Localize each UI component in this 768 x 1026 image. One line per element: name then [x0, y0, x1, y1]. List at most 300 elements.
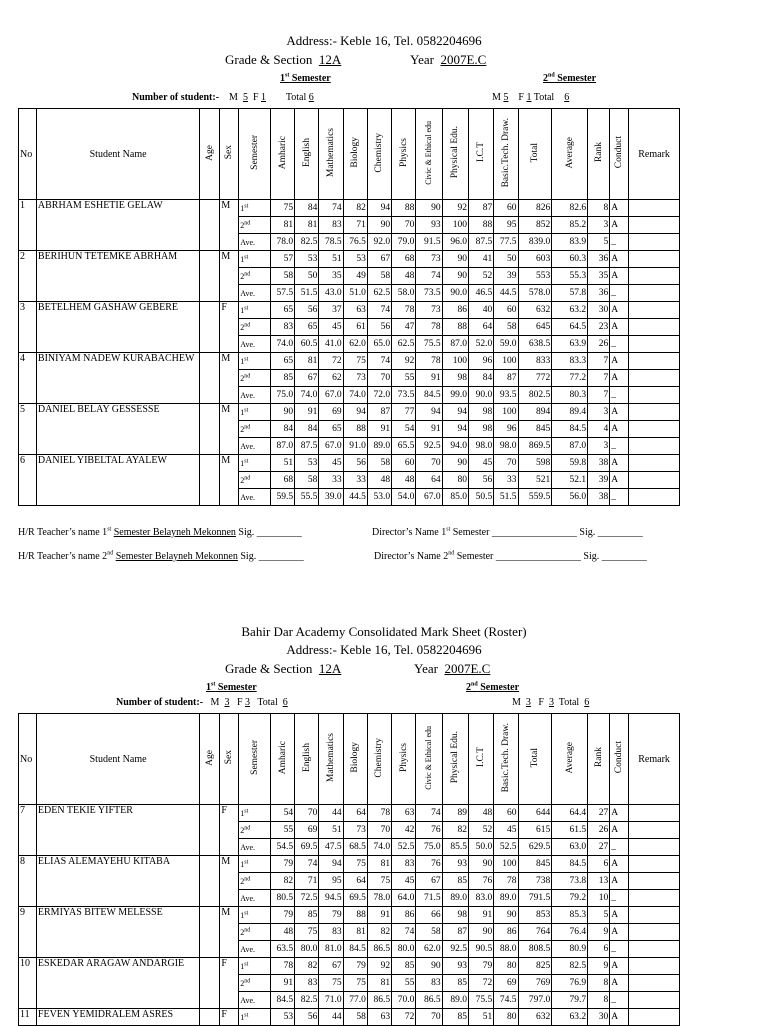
- col-tech-draw: Basic.Tech. Draw.: [494, 109, 518, 200]
- tech-draw-mark-cell: 89.0: [494, 890, 518, 907]
- semester-sup: st: [244, 807, 249, 814]
- semester-sup: st: [244, 909, 249, 916]
- remark-cell: [629, 839, 680, 856]
- col-civic: Civic & Ethical edu: [416, 109, 442, 200]
- remark-cell: [629, 1009, 680, 1026]
- english-mark-cell: 53: [295, 251, 319, 268]
- average-cell: 80.3: [552, 387, 588, 404]
- semester-sup: st: [244, 1011, 249, 1018]
- conduct-cell: A: [610, 805, 629, 822]
- tech-draw-mark-cell: 100: [494, 856, 518, 873]
- col-no: No: [19, 109, 37, 200]
- sheet2-address: Address:- Keble 16, Tel. 0582204696: [286, 642, 482, 657]
- total-cell: 553: [518, 268, 552, 285]
- student-sex-cell: M: [220, 856, 239, 907]
- amharic-mark-cell: 79: [270, 907, 294, 924]
- average-cell: 60.3: [552, 251, 588, 268]
- rank-cell: 9: [588, 924, 610, 941]
- english-mark-cell: 70: [295, 805, 319, 822]
- civic-mark-cell: 70: [416, 455, 442, 472]
- rank-cell: 5: [588, 907, 610, 924]
- amharic-mark-cell: 65: [270, 353, 294, 370]
- rank-cell: 3: [588, 438, 610, 455]
- tech-draw-mark-cell: 51.5: [494, 489, 518, 506]
- total-cell: 845: [518, 856, 552, 873]
- total-cell: 764: [518, 924, 552, 941]
- civic-mark-cell: 67: [416, 873, 442, 890]
- total-cell: 559.5: [518, 489, 552, 506]
- conduct-cell: _: [610, 285, 629, 302]
- rank-cell: 35: [588, 268, 610, 285]
- amharic-mark-cell: 74.0: [270, 336, 294, 353]
- ict-mark-cell: 88: [469, 217, 494, 234]
- tech-draw-mark-cell: 69: [494, 975, 518, 992]
- sheet2-year-value: 2007E.C: [444, 661, 491, 676]
- conduct-cell: A: [610, 200, 629, 217]
- english-mark-cell: 55.5: [295, 489, 319, 506]
- semester-sup: nd: [244, 926, 251, 933]
- physical-edu-mark-cell: 93: [442, 856, 468, 873]
- rank-cell: 30: [588, 1009, 610, 1026]
- english-mark-cell: 81: [295, 353, 319, 370]
- physical-edu-mark-cell: 92.5: [442, 941, 468, 958]
- semester-cell: [239, 873, 271, 890]
- student-age-cell: [200, 805, 220, 856]
- semester-num: 2: [240, 876, 245, 886]
- amharic-mark-cell: 59.5: [270, 489, 294, 506]
- biology-mark-cell: 75: [343, 856, 367, 873]
- semester-cell: [239, 907, 271, 924]
- total-cell: 772: [518, 370, 552, 387]
- student-sex-cell: M: [220, 200, 239, 251]
- physical-edu-mark-cell: 87.0: [442, 336, 468, 353]
- biology-mark-cell: 64: [343, 805, 367, 822]
- mathematics-mark-cell: 37: [319, 302, 343, 319]
- physics-mark-cell: 78: [392, 302, 416, 319]
- student-name-cell: BINIYAM NADEW KURABACHEW: [36, 353, 199, 404]
- total-cell: 603: [518, 251, 552, 268]
- conduct-cell: _: [610, 387, 629, 404]
- semester-text: Ave.: [240, 492, 256, 502]
- ict-mark-cell: 52.0: [469, 336, 494, 353]
- average-cell: 57.8: [552, 285, 588, 302]
- student-no-cell: 5: [19, 404, 37, 455]
- total-cell: 791.5: [518, 890, 552, 907]
- physical-edu-mark-cell: 94.0: [442, 438, 468, 455]
- student-age-cell: [200, 958, 220, 1009]
- sheet1-grade-value: 12A: [318, 52, 342, 67]
- civic-mark-cell: 78: [416, 319, 442, 336]
- conduct-cell: A: [610, 472, 629, 489]
- mathematics-mark-cell: 69: [319, 404, 343, 421]
- english-mark-cell: 84: [295, 200, 319, 217]
- semester-num: 2: [240, 825, 245, 835]
- rank-cell: 6: [588, 941, 610, 958]
- physics-mark-cell: 80.0: [392, 941, 416, 958]
- tech-draw-mark-cell: 60: [494, 805, 518, 822]
- remark-cell: [629, 907, 680, 924]
- semester-num: 1: [240, 458, 245, 468]
- physics-mark-cell: 55: [392, 370, 416, 387]
- english-mark-cell: 80.0: [295, 941, 319, 958]
- chemistry-mark-cell: 78.0: [367, 890, 391, 907]
- tech-draw-mark-cell: 58: [494, 319, 518, 336]
- col-biology: Biology: [343, 109, 367, 200]
- ict-mark-cell: 56: [469, 472, 494, 489]
- sheet2-table-body: [19, 805, 680, 1026]
- student-sex-cell: M: [220, 353, 239, 404]
- tech-draw-mark-cell: 96: [494, 421, 518, 438]
- physics-mark-cell: 88: [392, 200, 416, 217]
- civic-mark-cell: 58: [416, 924, 442, 941]
- ict-mark-cell: 83.0: [469, 890, 494, 907]
- amharic-mark-cell: 63.5: [270, 941, 294, 958]
- physical-edu-mark-cell: 88: [442, 319, 468, 336]
- amharic-mark-cell: 81: [270, 217, 294, 234]
- semester-cell: [239, 839, 271, 856]
- total-cell: 629.5: [518, 839, 552, 856]
- student-no-cell: 1: [19, 200, 37, 251]
- semester-num: 1: [240, 203, 245, 213]
- chemistry-mark-cell: 74.0: [367, 839, 391, 856]
- table-row: [19, 1009, 680, 1026]
- chemistry-mark-cell: 75: [367, 873, 391, 890]
- mathematics-mark-cell: 45: [319, 455, 343, 472]
- english-mark-cell: 56: [295, 1009, 319, 1026]
- col-mathematics: Mathematics: [319, 714, 343, 805]
- total-cell: 738: [518, 873, 552, 890]
- physics-mark-cell: 85: [392, 958, 416, 975]
- amharic-mark-cell: 75.0: [270, 387, 294, 404]
- chemistry-mark-cell: 81: [367, 975, 391, 992]
- civic-mark-cell: 93: [416, 217, 442, 234]
- english-mark-cell: 82: [295, 958, 319, 975]
- biology-mark-cell: 51.0: [343, 285, 367, 302]
- sheet2-grade-value: 12A: [318, 661, 342, 676]
- semester-num: 1: [240, 961, 245, 971]
- amharic-mark-cell: 53: [270, 1009, 294, 1026]
- conduct-cell: _: [610, 992, 629, 1009]
- tech-draw-mark-cell: 50: [494, 251, 518, 268]
- english-mark-cell: 82.5: [295, 234, 319, 251]
- average-cell: 63.2: [552, 302, 588, 319]
- student-sex-cell: F: [220, 302, 239, 353]
- student-no-cell: 2: [19, 251, 37, 302]
- semester-num: 2: [240, 271, 245, 281]
- chemistry-mark-cell: 74: [367, 353, 391, 370]
- total-cell: 797.0: [518, 992, 552, 1009]
- tech-draw-mark-cell: 87: [494, 370, 518, 387]
- ict-mark-cell: 50.5: [469, 489, 494, 506]
- remark-cell: [629, 941, 680, 958]
- biology-mark-cell: 33: [343, 472, 367, 489]
- semester-sup: st: [244, 406, 249, 413]
- average-cell: 64.4: [552, 805, 588, 822]
- english-mark-cell: 50: [295, 268, 319, 285]
- conduct-cell: A: [610, 319, 629, 336]
- table-row: [19, 856, 680, 873]
- col-total: Total: [518, 109, 552, 200]
- student-name-cell: DANIEL BELAY GESSESSE: [36, 404, 199, 455]
- rank-cell: 3: [588, 217, 610, 234]
- conduct-cell: A: [610, 822, 629, 839]
- chemistry-mark-cell: 74: [367, 302, 391, 319]
- physical-edu-mark-cell: 86: [442, 302, 468, 319]
- amharic-mark-cell: 57: [270, 251, 294, 268]
- english-mark-cell: 67: [295, 370, 319, 387]
- physics-mark-cell: 86: [392, 907, 416, 924]
- amharic-mark-cell: 68: [270, 472, 294, 489]
- total-cell: 869.5: [518, 438, 552, 455]
- tech-draw-mark-cell: 93.5: [494, 387, 518, 404]
- ict-mark-cell: 72: [469, 975, 494, 992]
- ict-mark-cell: 51: [469, 1009, 494, 1026]
- sheet1-address: Address:- Keble 16, Tel. 0582204696: [286, 33, 482, 48]
- col-tech-draw: Basic.Tech. Draw.: [494, 714, 518, 805]
- col-biology: Biology: [343, 714, 367, 805]
- physical-edu-mark-cell: 99.0: [442, 387, 468, 404]
- ict-mark-cell: 90: [469, 924, 494, 941]
- chemistry-mark-cell: 92: [367, 958, 391, 975]
- semester-sup: st: [244, 355, 249, 362]
- average-cell: 89.4: [552, 404, 588, 421]
- total-cell: 578.0: [518, 285, 552, 302]
- semester-cell: [239, 822, 271, 839]
- tech-draw-mark-cell: 100: [494, 353, 518, 370]
- physical-edu-mark-cell: 85: [442, 1009, 468, 1026]
- sheet2-student-count: Number of student:- M 3 F 3 Total 6: [116, 697, 288, 708]
- semester-cell: [239, 890, 271, 907]
- civic-mark-cell: 70: [416, 1009, 442, 1026]
- english-mark-cell: 74.0: [295, 387, 319, 404]
- civic-mark-cell: 90: [416, 200, 442, 217]
- conduct-cell: A: [610, 907, 629, 924]
- biology-mark-cell: 76.5: [343, 234, 367, 251]
- biology-mark-cell: 91.0: [343, 438, 367, 455]
- semester-sup: nd: [244, 270, 251, 277]
- semester-sup: nd: [244, 977, 251, 984]
- chemistry-mark-cell: 86.5: [367, 992, 391, 1009]
- biology-mark-cell: 82: [343, 200, 367, 217]
- semester-cell: [239, 992, 271, 1009]
- physics-mark-cell: 65.5: [392, 438, 416, 455]
- physical-edu-mark-cell: 85: [442, 975, 468, 992]
- biology-mark-cell: 71: [343, 217, 367, 234]
- average-cell: 61.5: [552, 822, 588, 839]
- rank-cell: 7: [588, 370, 610, 387]
- chemistry-mark-cell: 78: [367, 805, 391, 822]
- col-physical-edu: Physical Edu.: [442, 714, 468, 805]
- physical-edu-mark-cell: 94: [442, 404, 468, 421]
- semester-cell: [239, 805, 271, 822]
- average-cell: 87.0: [552, 438, 588, 455]
- biology-mark-cell: 74.0: [343, 387, 367, 404]
- physical-edu-mark-cell: 85: [442, 873, 468, 890]
- conduct-cell: A: [610, 251, 629, 268]
- tech-draw-mark-cell: 90: [494, 907, 518, 924]
- semester-num: 2: [240, 927, 245, 937]
- mathematics-mark-cell: 78.5: [319, 234, 343, 251]
- physics-mark-cell: 48: [392, 472, 416, 489]
- col-average: Average: [552, 109, 588, 200]
- table-row: [19, 958, 680, 975]
- conduct-cell: A: [610, 958, 629, 975]
- sheet1-year-value: 2007E.C: [440, 52, 487, 67]
- rank-cell: 30: [588, 302, 610, 319]
- ict-mark-cell: 50.0: [469, 839, 494, 856]
- civic-mark-cell: 92.5: [416, 438, 442, 455]
- civic-mark-cell: 91.5: [416, 234, 442, 251]
- rank-cell: 38: [588, 489, 610, 506]
- total-cell: 598: [518, 455, 552, 472]
- sheet1-hr-teacher-sem2: H/R Teacher’s name 2nd Semester Belayneh Mekonnen Sig. _________: [18, 550, 304, 562]
- conduct-cell: A: [610, 924, 629, 941]
- student-sex-cell: F: [220, 805, 239, 856]
- remark-cell: [629, 924, 680, 941]
- col-semester: Semester: [239, 109, 271, 200]
- col-semester: Semester: [239, 714, 271, 805]
- rank-cell: 27: [588, 839, 610, 856]
- ict-mark-cell: 48: [469, 805, 494, 822]
- physical-edu-mark-cell: 100: [442, 217, 468, 234]
- physical-edu-mark-cell: 98: [442, 370, 468, 387]
- remark-cell: [629, 805, 680, 822]
- civic-mark-cell: 74: [416, 805, 442, 822]
- mathematics-mark-cell: 74: [319, 200, 343, 217]
- semester-cell: [239, 924, 271, 941]
- col-total: Total: [518, 714, 552, 805]
- semester-num: 2: [240, 373, 245, 383]
- mathematics-mark-cell: 72: [319, 353, 343, 370]
- chemistry-mark-cell: 67: [367, 251, 391, 268]
- chemistry-mark-cell: 89.0: [367, 438, 391, 455]
- chemistry-mark-cell: 94: [367, 200, 391, 217]
- average-cell: 64.5: [552, 319, 588, 336]
- english-mark-cell: 56: [295, 302, 319, 319]
- biology-mark-cell: 88: [343, 421, 367, 438]
- chemistry-mark-cell: 58: [367, 455, 391, 472]
- ict-mark-cell: 98.0: [469, 438, 494, 455]
- physical-edu-mark-cell: 93: [442, 958, 468, 975]
- table-row: [19, 907, 680, 924]
- tech-draw-mark-cell: 78: [494, 873, 518, 890]
- civic-mark-cell: 84.5: [416, 387, 442, 404]
- chemistry-mark-cell: 81: [367, 856, 391, 873]
- student-no-cell: 9: [19, 907, 37, 958]
- biology-mark-cell: 84.5: [343, 941, 367, 958]
- civic-mark-cell: 94: [416, 404, 442, 421]
- rank-cell: 8: [588, 200, 610, 217]
- student-sex-cell: F: [220, 958, 239, 1009]
- rank-cell: 26: [588, 336, 610, 353]
- semester-num: 2: [240, 424, 245, 434]
- semester-num: 2: [240, 220, 245, 230]
- tech-draw-mark-cell: 60: [494, 302, 518, 319]
- rank-cell: 10: [588, 890, 610, 907]
- col-chemistry: Chemistry: [367, 714, 391, 805]
- tech-draw-mark-cell: 100: [494, 404, 518, 421]
- amharic-mark-cell: 78.0: [270, 234, 294, 251]
- mathematics-mark-cell: 94.5: [319, 890, 343, 907]
- amharic-mark-cell: 57.5: [270, 285, 294, 302]
- average-cell: 77.2: [552, 370, 588, 387]
- sheet1-director-sem2: Director’s Name 2nd Semester _________________ Sig. _________: [374, 550, 647, 562]
- rank-cell: 6: [588, 856, 610, 873]
- semester-sup: nd: [244, 372, 251, 379]
- semester-text: Ave.: [240, 893, 256, 903]
- tech-draw-mark-cell: 44.5: [494, 285, 518, 302]
- table-header-row: [19, 714, 680, 805]
- conduct-cell: A: [610, 873, 629, 890]
- physics-mark-cell: 77: [392, 404, 416, 421]
- student-sex-cell: M: [220, 455, 239, 506]
- civic-mark-cell: 74: [416, 268, 442, 285]
- english-mark-cell: 91: [295, 404, 319, 421]
- col-physics: Physics: [392, 109, 416, 200]
- civic-mark-cell: 75.5: [416, 336, 442, 353]
- total-cell: 644: [518, 805, 552, 822]
- rank-cell: 36: [588, 285, 610, 302]
- rank-cell: 27: [588, 805, 610, 822]
- mathematics-mark-cell: 67.0: [319, 387, 343, 404]
- english-mark-cell: 84: [295, 421, 319, 438]
- semester-sup: nd: [244, 824, 251, 831]
- english-mark-cell: 81: [295, 217, 319, 234]
- physics-mark-cell: 70: [392, 217, 416, 234]
- col-english: English: [295, 109, 319, 200]
- sheet2-student-count-2: M 3 F 3 Total 6: [512, 697, 590, 708]
- conduct-cell: A: [610, 370, 629, 387]
- student-age-cell: [200, 1009, 220, 1026]
- col-sex: Sex: [220, 109, 239, 200]
- col-sex: Sex: [220, 714, 239, 805]
- ict-mark-cell: 90.0: [469, 387, 494, 404]
- amharic-mark-cell: 51: [270, 455, 294, 472]
- total-cell: 521: [518, 472, 552, 489]
- average-cell: 83.3: [552, 353, 588, 370]
- rank-cell: 7: [588, 387, 610, 404]
- mathematics-mark-cell: 67: [319, 958, 343, 975]
- total-cell: 833: [518, 353, 552, 370]
- ict-mark-cell: 87.5: [469, 234, 494, 251]
- mathematics-mark-cell: 81.0: [319, 941, 343, 958]
- semester-text: Ave.: [240, 288, 256, 298]
- col-mathematics: Mathematics: [319, 109, 343, 200]
- physics-mark-cell: 92: [392, 353, 416, 370]
- tech-draw-mark-cell: 95: [494, 217, 518, 234]
- average-cell: 83.9: [552, 234, 588, 251]
- student-no-cell: 10: [19, 958, 37, 1009]
- physical-edu-mark-cell: 92: [442, 200, 468, 217]
- sheet2-semester-1-heading: 1st Semester: [206, 681, 257, 693]
- chemistry-mark-cell: 48: [367, 472, 391, 489]
- mathematics-mark-cell: 51: [319, 822, 343, 839]
- chemistry-mark-cell: 72.0: [367, 387, 391, 404]
- conduct-cell: _: [610, 890, 629, 907]
- civic-mark-cell: 86.5: [416, 992, 442, 1009]
- english-mark-cell: 82.5: [295, 992, 319, 1009]
- total-cell: 638.5: [518, 336, 552, 353]
- amharic-mark-cell: 80.5: [270, 890, 294, 907]
- physics-mark-cell: 45: [392, 873, 416, 890]
- physical-edu-mark-cell: 90: [442, 268, 468, 285]
- semester-num: 1: [240, 254, 245, 264]
- mathematics-mark-cell: 94: [319, 856, 343, 873]
- physics-mark-cell: 48: [392, 268, 416, 285]
- mathematics-mark-cell: 67.0: [319, 438, 343, 455]
- semester-text: Ave.: [240, 842, 256, 852]
- civic-mark-cell: 67.0: [416, 489, 442, 506]
